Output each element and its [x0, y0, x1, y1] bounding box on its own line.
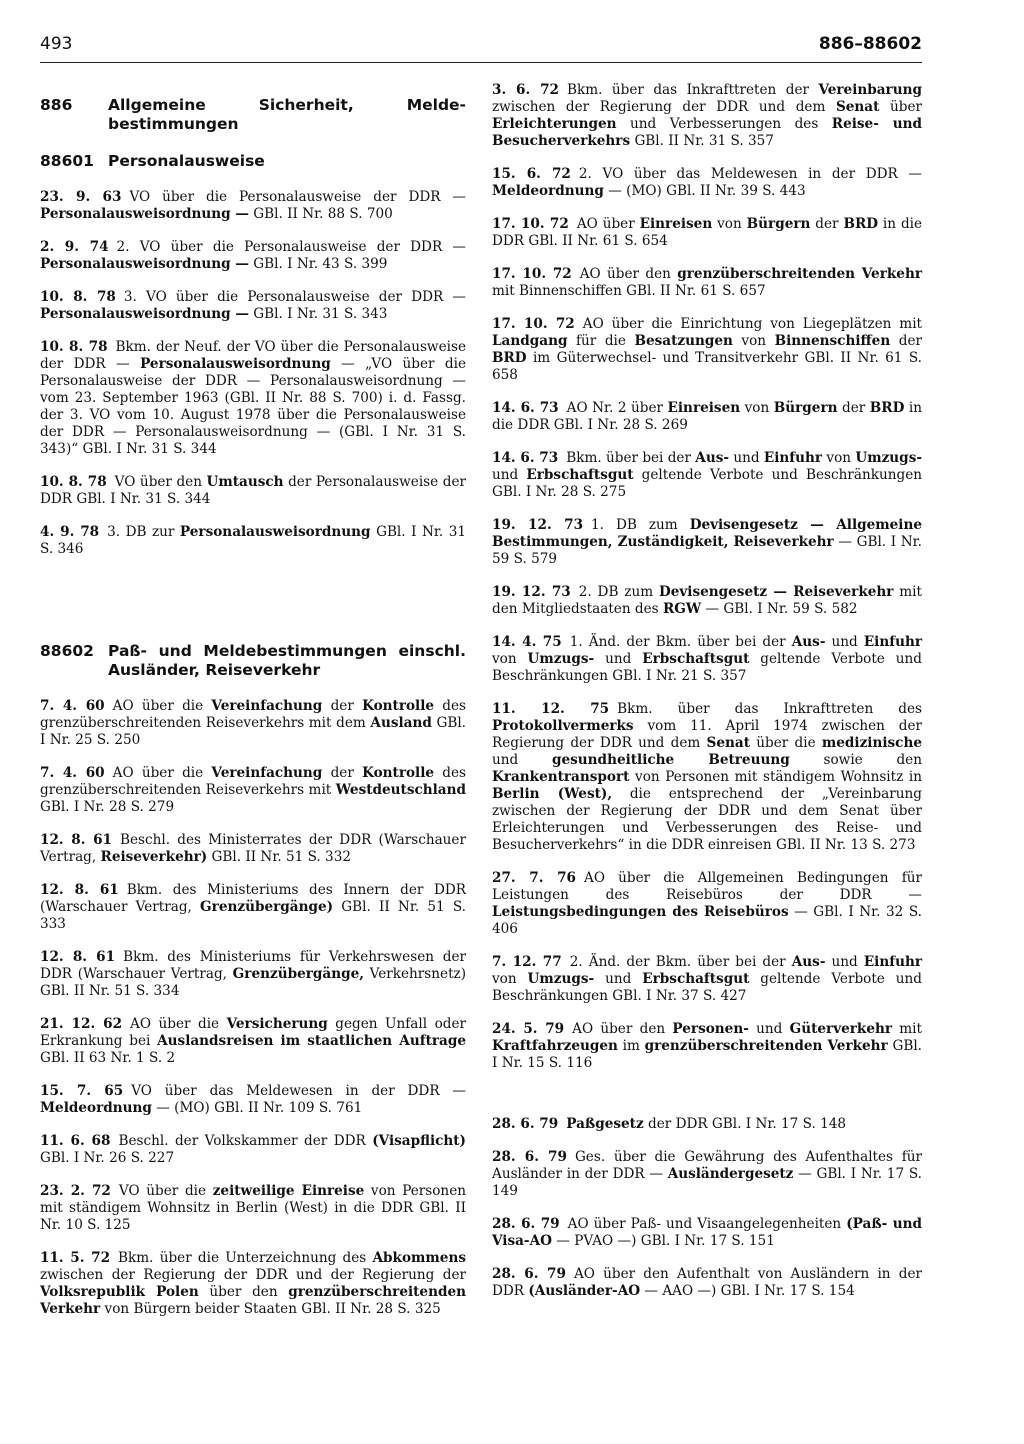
- entry-text: 2. VO über das Meldewesen in der DDR —: [578, 166, 922, 182]
- entry-text: GBl. I Nr. 43 S. 399: [248, 256, 388, 272]
- entry-keyword: (Paß- und Visa-AO: [492, 1216, 922, 1249]
- entry-text: von: [492, 651, 528, 667]
- legal-entry: [492, 1266, 922, 1300]
- legal-entry: [40, 1083, 466, 1117]
- entry-date: 11. 6. 68: [40, 1133, 111, 1149]
- entry-keyword: Besatzungen: [634, 333, 733, 349]
- entry-date: 14. 6. 73: [492, 400, 559, 416]
- section-title: Personalausweise: [108, 152, 265, 170]
- entry-text: geltende Verbote und Beschränkungen GBl. I Nr. 28 S. 275: [492, 467, 922, 500]
- entry-keyword: Reise- und Besucherverkehrs: [492, 116, 922, 149]
- entry-keyword: Berlin (West),: [492, 786, 613, 802]
- entry-text: geltende Verbote und Beschränkungen GBl. I Nr. 21 S. 357: [492, 651, 922, 684]
- entry-text: AO über die: [112, 765, 212, 781]
- entry-keyword: Abkommens: [372, 1250, 466, 1266]
- entry-keyword: Devisengesetz — Reiseverkehr: [658, 584, 894, 600]
- section-number: 886: [40, 96, 73, 114]
- entry-keyword: Kontrolle: [362, 765, 435, 781]
- entry-text: AO über den: [579, 266, 678, 282]
- entry-keyword: Grenzübergänge,: [232, 966, 364, 982]
- section-range: 886–88602: [818, 34, 922, 54]
- entry-text: AO über: [576, 216, 640, 232]
- legal-entry: [40, 882, 466, 933]
- entry-text: Bkm. über das Inkrafttreten des: [617, 701, 922, 717]
- entry-keyword: Vereinfachung: [211, 765, 323, 781]
- entry-text: AO über die Allgemeinen Bedingungen für Leistungen des Reisebüros der DDR —: [492, 870, 923, 903]
- entry-keyword: RGW: [662, 601, 702, 617]
- entry-keyword: Aus-: [791, 954, 826, 970]
- entry-text: GBl. I Nr. 28 S. 279: [40, 799, 175, 815]
- entry-text: des grenzüberschreitenden Reiseverkehrs mit: [40, 765, 467, 798]
- entry-text: zwischen der Regierung der DDR und der Regierung der: [40, 1267, 466, 1283]
- entry-keyword: Auslandsreisen im staatlichen Auftrage: [157, 1033, 466, 1049]
- entry-text: AO über die Einrichtung von Liegeplätzen mit: [582, 316, 922, 332]
- entry-keyword: Erbschaftsgut: [526, 467, 634, 483]
- entry-text: GBl. II Nr. 31 S. 357: [630, 133, 774, 149]
- page-header: [40, 34, 922, 54]
- entry-text: GBl. II 63 Nr. 1 S. 2: [40, 1050, 176, 1066]
- entry-text: von Personen mit ständigem Wohnsitz in Berlin (West) in die DDR GBl. II Nr. 10 S. 125: [40, 1183, 466, 1233]
- entry-keyword: gesundheitliche Betreuung: [551, 752, 790, 768]
- legal-entry: [40, 189, 466, 223]
- entry-text: von: [740, 400, 774, 416]
- entry-text: GBl. I Nr. 26 S. 227: [40, 1150, 175, 1166]
- entry-text: im Güterwechsel- und Transitverkehr GBl. II Nr. 61 S. 658: [492, 350, 922, 383]
- entry-list: [492, 82, 922, 1300]
- legal-entry: [40, 339, 466, 458]
- entry-text: VO über das Meldewesen in der DDR —: [131, 1083, 466, 1099]
- entry-text: Bkm. über die Unterzeichnung des: [118, 1250, 373, 1266]
- entry-text: die entsprechend der „Vereinbarung zwischen der Regierung der DDR und dem Senat über Erleichterungen und Verbesserungen des Reise- und Besucherverkehrs“ in die DDR einreisen GBl. II Nr. 13 S. 273: [492, 786, 922, 853]
- legal-entry: [492, 1021, 922, 1072]
- entry-keyword: Erbschaftsgut: [642, 971, 750, 987]
- entry-text: 2. VO über die Personalausweise der DDR —: [116, 239, 466, 255]
- entry-keyword: Protokollvermerks: [492, 718, 634, 734]
- legal-entry: [492, 1149, 922, 1200]
- entry-text: und: [825, 954, 864, 970]
- entry-text: der: [322, 698, 363, 714]
- entry-keyword: Ausland: [370, 715, 432, 731]
- legal-entry: [492, 216, 922, 250]
- entry-text: Bkm. über bei der: [566, 450, 696, 466]
- legal-entry: [492, 450, 922, 501]
- entry-text: und Verbesserungen des: [616, 116, 832, 132]
- entry-text: gegen Unfall oder Erkrankung bei: [40, 1016, 466, 1049]
- entry-date: 10. 8. 78: [40, 289, 116, 305]
- entry-keyword: Personalausweisordnung —: [40, 206, 249, 222]
- entry-text: der DDR GBl. I Nr. 17 S. 148: [643, 1116, 847, 1132]
- entry-text: sowie den: [789, 752, 922, 768]
- entry-text: GBl. I Nr. 15 S. 116: [492, 1038, 922, 1071]
- entry-keyword: BRD: [843, 216, 879, 232]
- entry-keyword: Krankentransport: [492, 769, 630, 785]
- entry-text: — GBl. I Nr. 59 S. 582: [701, 601, 858, 617]
- entry-keyword: Binnenschiffen: [774, 333, 891, 349]
- entry-date: 15. 6. 72: [492, 166, 571, 182]
- entry-text: in die DDR GBl. I Nr. 28 S. 269: [492, 400, 922, 433]
- section-title: Paß- und Meldebestimmungen einschl. Ausländer, Reiseverkehr: [108, 642, 466, 679]
- entry-text: und: [729, 450, 764, 466]
- entry-text: und: [492, 752, 552, 768]
- section-number: 88602: [40, 642, 94, 660]
- entry-date: 3. 6. 72: [492, 82, 560, 98]
- entry-text: — (MO) GBl. II Nr. 109 S. 761: [151, 1100, 363, 1116]
- entry-text: — GBl. I Nr. 32 S. 406: [492, 904, 923, 937]
- entry-text: von: [732, 333, 775, 349]
- entry-keyword: Meldeordnung: [492, 183, 604, 199]
- legal-entry: [492, 870, 922, 938]
- entry-text: — PVAO —) GBl. I Nr. 17 S. 151: [551, 1233, 775, 1249]
- entry-date: 28. 6. 79: [492, 1266, 566, 1282]
- entry-text: der: [322, 765, 363, 781]
- entry-keyword: Vereinfachung: [211, 698, 323, 714]
- entry-keyword: Aus-: [695, 450, 730, 466]
- legal-entry: [492, 634, 922, 685]
- entry-date: 12. 8. 61: [40, 882, 119, 898]
- entry-keyword: Bürgern: [746, 216, 811, 232]
- left-column: [40, 82, 466, 1334]
- entry-text: — AAO —) GBl. I Nr. 17 S. 154: [640, 1283, 855, 1299]
- legal-entry: [492, 166, 922, 200]
- entry-keyword: medizinische: [821, 735, 922, 751]
- entry-keyword: zeitweilige Einreise: [212, 1183, 365, 1199]
- entry-date: 7. 12. 77: [492, 954, 562, 970]
- entry-keyword: Personalausweisordnung —: [40, 306, 249, 322]
- legal-entry: [492, 1116, 922, 1133]
- entry-date: 12. 8. 61: [40, 832, 112, 848]
- entry-text: AO über Paß- und Visaangelegenheiten: [567, 1216, 847, 1232]
- entry-keyword: Senat: [835, 99, 880, 115]
- entry-text: GBl. II Nr. 88 S. 700: [248, 206, 393, 222]
- section-heading: [40, 96, 466, 134]
- legal-entry: [492, 584, 922, 618]
- entry-keyword: Umzugs-: [527, 651, 595, 667]
- entry-keyword: Einreisen: [667, 400, 741, 416]
- entry-keyword: Personen-: [672, 1021, 749, 1037]
- section-heading: [40, 152, 466, 171]
- entry-keyword: Kontrolle: [362, 698, 435, 714]
- entry-text: — GBl. I Nr. 59 S. 579: [492, 534, 922, 567]
- page-number: 493: [40, 34, 73, 54]
- entry-text: Ges. über die Gewährung des Aufenthaltes für Ausländer in der DDR —: [492, 1149, 922, 1182]
- entry-text: für die: [567, 333, 635, 349]
- entry-date: 10. 8. 78: [40, 474, 107, 490]
- legal-entry: [492, 954, 922, 1005]
- legal-entry: [40, 1016, 466, 1067]
- entry-keyword: Devisengesetz — Allgemeine Bestimmungen, Zuständigkeit, Reiseverkehr: [492, 517, 922, 550]
- entry-text: der: [837, 400, 870, 416]
- entry-keyword: Aus-: [791, 634, 826, 650]
- entry-text: VO über den: [114, 474, 207, 490]
- entry-text: Beschl. der Volkskammer der DDR: [118, 1133, 373, 1149]
- entry-keyword: (Visapflicht): [372, 1133, 466, 1149]
- entry-text: Bkm. über das Inkrafttreten der: [567, 82, 819, 98]
- entry-date: 17. 10. 72: [492, 266, 572, 282]
- entry-keyword: Reiseverkehr): [100, 849, 208, 865]
- entry-text: AO Nr. 2 über: [566, 400, 668, 416]
- entry-text: GBl. I Nr. 25 S. 250: [40, 715, 466, 748]
- entry-date: 27. 7. 76: [492, 870, 576, 886]
- legal-entry: [40, 832, 466, 866]
- entry-text: zwischen der Regierung der DDR und dem: [492, 99, 836, 115]
- entry-date: 28. 6. 79: [492, 1116, 559, 1132]
- entry-date: 2. 9. 74: [40, 239, 109, 255]
- entry-text: des grenzüberschreitenden Reiseverkehrs mit dem: [40, 698, 467, 731]
- entry-date: 28. 6. 79: [492, 1216, 560, 1232]
- entry-keyword: Güterverkehr: [789, 1021, 893, 1037]
- right-column: [492, 82, 922, 1316]
- entry-keyword: Einfuhr: [863, 954, 922, 970]
- entry-text: mit: [892, 1021, 922, 1037]
- entry-keyword: Leistungsbedingungen des Reisebüros: [492, 904, 789, 920]
- entry-date: 12. 8. 61: [40, 949, 116, 965]
- entry-text: von: [822, 450, 856, 466]
- legal-entry: [492, 701, 922, 854]
- entry-text: über: [879, 99, 922, 115]
- entry-keyword: Paßgesetz: [566, 1116, 644, 1132]
- entry-text: über den: [198, 1284, 289, 1300]
- entry-date: 23. 9. 63: [40, 189, 122, 205]
- entry-text: VO über die: [118, 1183, 213, 1199]
- entry-keyword: grenzüberschreitenden Verkehr: [677, 266, 922, 282]
- entry-keyword: Landgang: [492, 333, 568, 349]
- entry-text: — GBl. I Nr. 17 S. 149: [492, 1166, 922, 1199]
- legal-entry: [492, 82, 922, 150]
- entry-keyword: Umzugs-: [527, 971, 595, 987]
- entry-text: 2. Änd. der Bkm. über bei der: [569, 954, 792, 970]
- entry-text: 1. DB zum: [591, 517, 690, 533]
- entry-keyword: (Ausländer-AO: [528, 1283, 641, 1299]
- entry-keyword: Vereinbarung: [818, 82, 922, 98]
- entry-date: 7. 4. 60: [40, 765, 105, 781]
- entry-text: über die: [749, 735, 822, 751]
- entry-date: 28. 6. 79: [492, 1149, 567, 1165]
- entry-text: GBl. I Nr. 31 S. 346: [40, 524, 466, 557]
- entry-keyword: Erbschaftsgut: [642, 651, 750, 667]
- entry-keyword: Umtausch: [206, 474, 284, 490]
- entry-text: — (MO) GBl. II Nr. 39 S. 443: [603, 183, 806, 199]
- entry-keyword: Erleichterungen: [492, 116, 617, 132]
- entry-text: Beschl. des Ministerrates der DDR (Warschauer Vertrag,: [40, 832, 466, 865]
- section-number: 88601: [40, 152, 94, 170]
- entry-keyword: Volksrepublik Polen: [40, 1284, 199, 1300]
- legal-entry: [492, 1216, 922, 1250]
- entry-text: geltende Verbote und Beschränkungen GBl. I Nr. 37 S. 427: [492, 971, 922, 1004]
- entry-date: 17. 10. 72: [492, 316, 575, 332]
- entry-text: und: [825, 634, 864, 650]
- entry-date: 19. 12. 73: [492, 517, 584, 533]
- entry-date: 19. 12. 73: [492, 584, 571, 600]
- legal-entry: [40, 765, 466, 816]
- entry-text: der: [890, 333, 922, 349]
- entry-text: vom 11. April 1974 zwischen der Regierung der DDR und dem: [492, 718, 922, 751]
- entry-text: — „VO über die Personalausweise der DDR — Personalausweisordnung — vom 23. September 1963 (GBl. II Nr. 88 S. 700) i. d. Fassg. der 3. VO vom 10. August 1978 über die Personalausweise der DDR — Personalausweisordnung — (GBl. I Nr. 31 S. 343)“ GBl. I Nr. 31 S. 344: [40, 356, 466, 457]
- legal-entry: [40, 474, 466, 508]
- entry-text: von: [712, 216, 747, 232]
- entry-keyword: Einreisen: [639, 216, 713, 232]
- section-title: Allgemeine Sicherheit, Melde-bestimmungen: [108, 96, 466, 133]
- entry-date: 23. 2. 72: [40, 1183, 111, 1199]
- entry-text: 2. DB zum: [578, 584, 659, 600]
- legal-entry: [40, 1250, 466, 1318]
- legal-entry: [40, 949, 466, 1000]
- entry-list: [40, 698, 466, 1318]
- entry-date: 21. 12. 62: [40, 1016, 123, 1032]
- entry-keyword: grenzüberschreitenden Verkehr: [644, 1038, 888, 1054]
- legal-entry: [492, 316, 922, 384]
- entry-text: VO über die Personalausweise der DDR —: [129, 189, 466, 205]
- entry-date: 7. 4. 60: [40, 698, 105, 714]
- entry-text: 3. DB zur: [107, 524, 180, 540]
- entry-date: 11. 5. 72: [40, 1250, 111, 1266]
- header-rule: [40, 62, 922, 63]
- entry-keyword: Einfuhr: [763, 450, 823, 466]
- entry-date: 17. 10. 72: [492, 216, 569, 232]
- entry-date: 15. 7. 65: [40, 1083, 124, 1099]
- entry-text: von: [492, 971, 528, 987]
- entry-date: 24. 5. 79: [492, 1021, 565, 1037]
- entry-text: und: [748, 1021, 790, 1037]
- legal-entry: [492, 400, 922, 434]
- entry-text: und: [594, 651, 643, 667]
- entry-text: der Personalausweise der DDR GBl. I Nr. 31 S. 344: [40, 474, 466, 507]
- entry-keyword: grenzüberschreitenden Verkehr: [40, 1284, 466, 1317]
- entry-text: und: [594, 971, 643, 987]
- legal-entry: [40, 698, 466, 749]
- entry-keyword: BRD: [492, 350, 527, 366]
- entry-text: von Bürgern beider Staaten GBl. II Nr. 28 S. 325: [100, 1301, 441, 1317]
- section-heading: [40, 642, 466, 680]
- entry-keyword: Versicherung: [226, 1016, 328, 1032]
- entry-keyword: Personalausweisordnung: [140, 356, 331, 372]
- entry-keyword: Kraftfahrzeugen: [492, 1038, 618, 1054]
- entry-date: 10. 8. 78: [40, 339, 108, 355]
- entry-text: mit Binnenschiffen GBl. II Nr. 61 S. 657: [492, 283, 766, 299]
- entry-date: 14. 4. 75: [492, 634, 562, 650]
- entry-text: AO über den: [572, 1021, 673, 1037]
- entry-list: [40, 189, 466, 558]
- entry-keyword: Westdeutschland: [335, 782, 466, 798]
- legal-entry: [40, 1183, 466, 1234]
- entry-text: 3. VO über die Personalausweise der DDR —: [123, 289, 466, 305]
- entry-text: AO über den Aufenthalt von Ausländern in der DDR: [492, 1266, 922, 1299]
- legal-entry: [492, 517, 922, 568]
- entry-date: 11. 12. 75: [492, 701, 610, 717]
- entry-keyword: Bürgern: [773, 400, 838, 416]
- entry-text: GBl. I Nr. 31 S. 343: [248, 306, 388, 322]
- entry-keyword: Grenzübergänge): [200, 899, 334, 915]
- entry-text: AO über die: [112, 698, 212, 714]
- entry-date: 14. 6. 73: [492, 450, 559, 466]
- entry-text: in die DDR GBl. II Nr. 61 S. 654: [492, 216, 923, 249]
- entry-text: AO über die: [130, 1016, 227, 1032]
- entry-text: im: [617, 1038, 645, 1054]
- entry-text: Bkm. der Neuf. der VO über die Personalausweise der DDR —: [40, 339, 466, 372]
- entry-keyword: Umzugs-: [855, 450, 922, 466]
- entry-text: und: [492, 467, 527, 483]
- entry-keyword: Ausländergesetz: [667, 1166, 794, 1182]
- entry-keyword: Personalausweisordnung: [179, 524, 371, 540]
- entry-keyword: Einfuhr: [863, 634, 922, 650]
- entry-keyword: Senat: [706, 735, 750, 751]
- entry-text: Bkm. des Ministeriums für Verkehrswesen der DDR (Warschauer Vertrag,: [40, 949, 466, 982]
- legal-entry: [40, 239, 466, 273]
- entry-keyword: Meldeordnung: [40, 1100, 152, 1116]
- entry-text: mit den Mitgliedstaaten des: [492, 584, 922, 617]
- entry-text: 1. Änd. der Bkm. über bei der: [569, 634, 792, 650]
- entry-keyword: BRD: [869, 400, 905, 416]
- legal-entry: [40, 1133, 466, 1167]
- entry-date: 4. 9. 78: [40, 524, 100, 540]
- entry-text: GBl. II Nr. 51 S. 332: [207, 849, 351, 865]
- entry-text: Bkm. des Ministeriums des Innern der DDR (Warschauer Vertrag,: [40, 882, 466, 915]
- legal-entry: [40, 524, 466, 558]
- entry-text: GBl. II Nr. 51 S. 333: [40, 899, 466, 932]
- legal-entry: [492, 266, 922, 300]
- entry-text: der: [810, 216, 844, 232]
- entry-keyword: Personalausweisordnung —: [40, 256, 249, 272]
- entry-text: von Personen mit ständigem Wohnsitz in: [629, 769, 922, 785]
- entry-text: Verkehrsnetz) GBl. II Nr. 51 S. 334: [40, 966, 466, 999]
- legal-entry: [40, 289, 466, 323]
